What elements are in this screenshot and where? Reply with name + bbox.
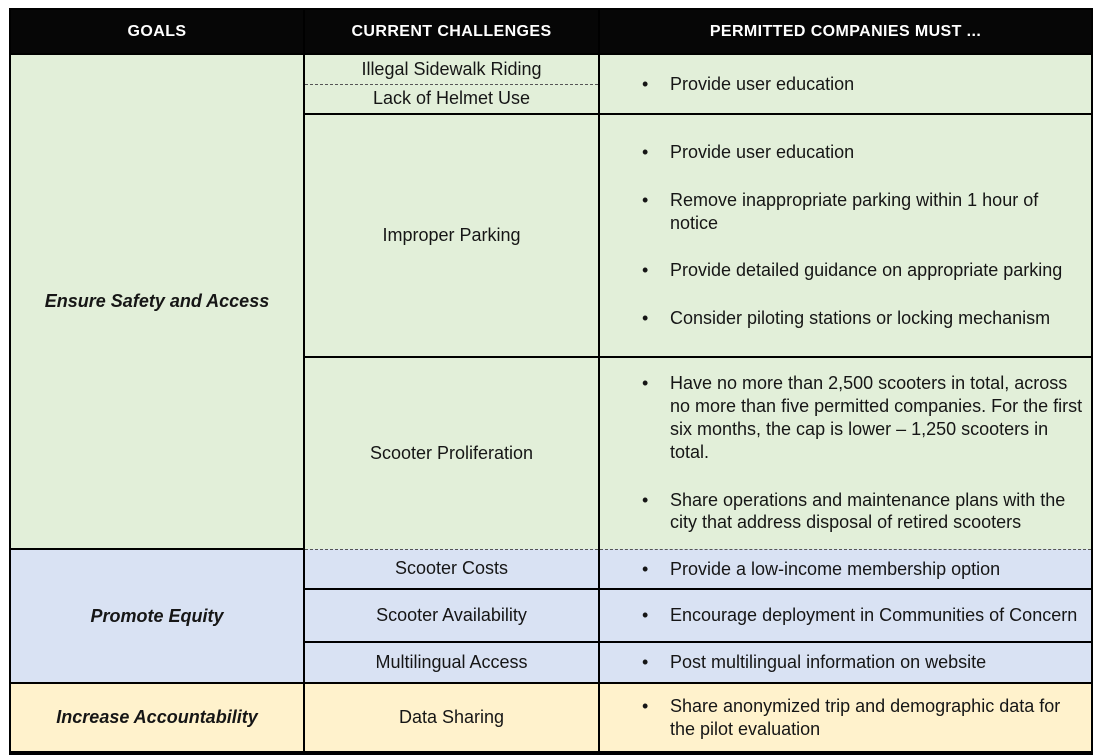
- requirement-item: • Provide user education: [600, 73, 1085, 96]
- header-current-challenges: CURRENT CHALLENGES: [304, 9, 599, 54]
- header-row: [10, 9, 1092, 54]
- row-scooter-costs: [10, 549, 1092, 589]
- challenge-cell-illegal-sidewalk-riding: Illegal Sidewalk Riding: [304, 54, 599, 84]
- requirements-cell-data-sharing: [599, 683, 1092, 753]
- header-permitted-companies-must: PERMITTED COMPANIES MUST ...: [599, 9, 1092, 54]
- row-data-sharing: [10, 683, 1092, 753]
- requirement-list: [600, 687, 1091, 749]
- requirements-cell-improper-parking: [599, 114, 1092, 357]
- requirement-list: [600, 65, 1091, 104]
- requirement-item: • Remove inappropriate parking within 1 hour of notice: [600, 189, 1085, 235]
- goal-cell-ensure-safety-and-access: Ensure Safety and Access: [10, 54, 304, 549]
- requirement-list: [600, 643, 1091, 682]
- requirement-item: • Provide a low-income membership option: [600, 558, 1085, 581]
- challenge-cell-multilingual-access: Multilingual Access: [304, 642, 599, 683]
- requirement-list: [600, 133, 1091, 338]
- row-illegal-sidewalk-riding: [10, 54, 1092, 84]
- requirement-item: • Share operations and maintenance plans with the city that address disposal of retired scooters: [600, 489, 1085, 535]
- requirements-cell-sidewalk-and-helmet: [599, 54, 1092, 114]
- requirement-item: • Encourage deployment in Communities of Concern: [600, 604, 1085, 627]
- challenge-cell-scooter-costs: Scooter Costs: [304, 549, 599, 589]
- requirements-cell-multilingual-access: [599, 642, 1092, 683]
- requirement-list: [600, 364, 1091, 542]
- goal-cell-increase-accountability: Increase Accountability: [10, 683, 304, 753]
- requirement-item: • Consider piloting stations or locking mechanism: [600, 307, 1085, 330]
- goals-table: [9, 8, 1093, 755]
- challenge-cell-scooter-proliferation: Scooter Proliferation: [304, 357, 599, 549]
- header-goals: GOALS: [10, 9, 304, 54]
- challenge-cell-data-sharing: Data Sharing: [304, 683, 599, 753]
- requirement-item: • Provide user education: [600, 141, 1085, 164]
- requirement-item: • Have no more than 2,500 scooters in total, across no more than five permitted companies. For the first six months, the cap is lower – 1,250 scooters in total.: [600, 372, 1085, 463]
- challenge-cell-lack-of-helmet-use: Lack of Helmet Use: [304, 84, 599, 114]
- challenge-cell-scooter-availability: Scooter Availability: [304, 589, 599, 642]
- requirement-item: • Share anonymized trip and demographic data for the pilot evaluation: [600, 695, 1085, 741]
- requirement-list: [600, 550, 1091, 589]
- requirement-item: • Post multilingual information on website: [600, 651, 1085, 674]
- challenge-cell-improper-parking: Improper Parking: [304, 114, 599, 357]
- requirements-cell-scooter-availability: [599, 589, 1092, 642]
- goal-cell-promote-equity: Promote Equity: [10, 549, 304, 683]
- requirements-cell-scooter-proliferation: [599, 357, 1092, 549]
- requirement-list: [600, 596, 1091, 635]
- requirement-item: • Provide detailed guidance on appropriate parking: [600, 259, 1085, 282]
- requirements-cell-scooter-costs: [599, 549, 1092, 589]
